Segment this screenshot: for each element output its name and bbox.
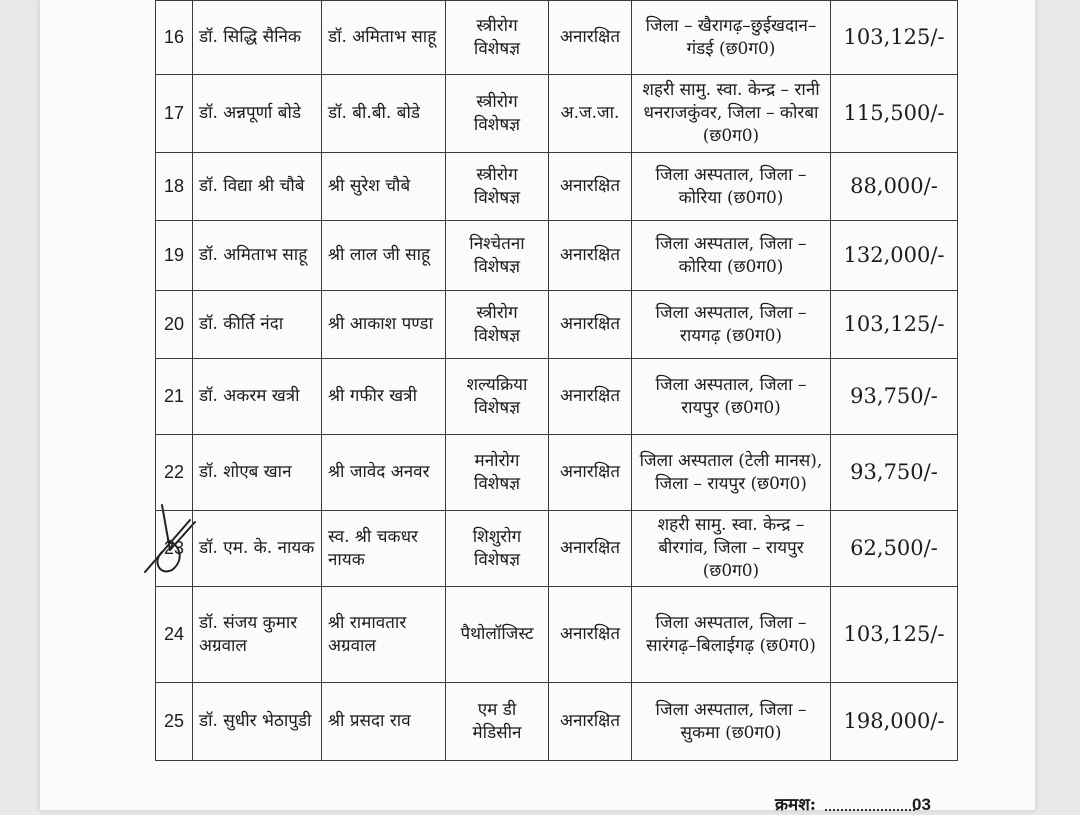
- table-row: [156, 75, 958, 153]
- salary-cell: 132,000/-: [831, 221, 958, 291]
- serial-number-cell: 19: [156, 221, 193, 291]
- category-cell: अनारक्षित: [549, 587, 632, 683]
- salary-cell: 93,750/-: [831, 435, 958, 511]
- speciality-cell: पैथोलॉजिस्ट: [446, 587, 549, 683]
- doctor-name-cell: डॉ. संजय कुमार अग्रवाल: [193, 587, 322, 683]
- father-name-cell: डॉ. अमिताभ साहू: [322, 1, 446, 75]
- father-name-cell: श्री रामावतार अग्रवाल: [322, 587, 446, 683]
- table-row: [156, 221, 958, 291]
- table-row: [156, 291, 958, 359]
- father-name-cell: श्री प्रसदा राव: [322, 683, 446, 761]
- salary-cell: 115,500/-: [831, 75, 958, 153]
- category-cell: अनारक्षित: [549, 1, 632, 75]
- salary-cell: 103,125/-: [831, 1, 958, 75]
- father-name-cell: डॉ. बी.बी. बोडे: [322, 75, 446, 153]
- posting-place-cell: जिला अस्पताल, जिला – कोरिया (छ0ग0): [632, 153, 831, 221]
- father-name-cell: श्री लाल जी साहू: [322, 221, 446, 291]
- category-cell: अनारक्षित: [549, 359, 632, 435]
- serial-number-cell: 16: [156, 1, 193, 75]
- posting-place-cell: जिला – खैरागढ़–छुईखदान–गंडई (छ0ग0): [632, 1, 831, 75]
- serial-number-cell: 24: [156, 587, 193, 683]
- salary-cell: 88,000/-: [831, 153, 958, 221]
- salary-cell: 93,750/-: [831, 359, 958, 435]
- serial-number-cell: 20: [156, 291, 193, 359]
- doctor-name-cell: डॉ. शोएब खान: [193, 435, 322, 511]
- doctor-name-cell: डॉ. अकरम खत्री: [193, 359, 322, 435]
- posting-place-cell: जिला अस्पताल, जिला – सारंगढ़–बिलाईगढ़ (छ0ग0): [632, 587, 831, 683]
- table-row: [156, 359, 958, 435]
- posting-place-cell: शहरी सामु. स्वा. केन्द्र – रानी धनराजकुंवर, जिला – कोरबा (छ0ग0): [632, 75, 831, 153]
- father-name-cell: श्री आकाश पण्डा: [322, 291, 446, 359]
- speciality-cell: शिशुरोग विशेषज्ञ: [446, 511, 549, 587]
- father-name-cell: स्व. श्री चकधर नायक: [322, 511, 446, 587]
- serial-number-cell: 23: [156, 511, 193, 587]
- salary-cell: 103,125/-: [831, 291, 958, 359]
- salary-cell: 62,500/-: [831, 511, 958, 587]
- doctor-name-cell: डॉ. सुधीर भेठापुडी: [193, 683, 322, 761]
- category-cell: अनारक्षित: [549, 221, 632, 291]
- doctor-name-cell: डॉ. अन्नपूर्णा बोडे: [193, 75, 322, 153]
- serial-number-cell: 21: [156, 359, 193, 435]
- speciality-cell: शल्यक्रिया विशेषज्ञ: [446, 359, 549, 435]
- serial-number-cell: 25: [156, 683, 193, 761]
- serial-number-cell: 17: [156, 75, 193, 153]
- father-name-cell: श्री जावेद अनवर: [322, 435, 446, 511]
- salary-cell: 103,125/-: [831, 587, 958, 683]
- category-cell: अनारक्षित: [549, 153, 632, 221]
- doctor-name-cell: डॉ. अमिताभ साहू: [193, 221, 322, 291]
- table-row: [156, 511, 958, 587]
- doctor-name-cell: डॉ. कीर्ति नंदा: [193, 291, 322, 359]
- speciality-cell: स्त्रीरोग विशेषज्ञ: [446, 75, 549, 153]
- posting-place-cell: शहरी सामु. स्वा. केन्द्र – बीरगांव, जिला – रायपुर (छ0ग0): [632, 511, 831, 587]
- posting-place-cell: जिला अस्पताल (टेली मानस), जिला – रायपुर (छ0ग0): [632, 435, 831, 511]
- doctor-posting-table: [155, 0, 958, 761]
- table-row: [156, 683, 958, 761]
- footer-continued-label: क्रमश:: [775, 795, 817, 815]
- speciality-cell: एम डी मेडिसीन: [446, 683, 549, 761]
- table-row: [156, 435, 958, 511]
- speciality-cell: स्त्रीरोग विशेषज्ञ: [446, 291, 549, 359]
- doctor-name-cell: डॉ. एम. के. नायक: [193, 511, 322, 587]
- table-row: [156, 587, 958, 683]
- table-row: [156, 153, 958, 221]
- category-cell: अनारक्षित: [549, 435, 632, 511]
- table-row: [156, 1, 958, 75]
- salary-cell: 198,000/-: [831, 683, 958, 761]
- father-name-cell: श्री गफीर खत्री: [322, 359, 446, 435]
- father-name-cell: श्री सुरेश चौबे: [322, 153, 446, 221]
- posting-place-cell: जिला अस्पताल, जिला – सुकमा (छ0ग0): [632, 683, 831, 761]
- category-cell: अनारक्षित: [549, 291, 632, 359]
- doctor-name-cell: डॉ. विद्या श्री चौबे: [193, 153, 322, 221]
- serial-number-cell: 22: [156, 435, 193, 511]
- doctor-name-cell: डॉ. सिद्धि सैनिक: [193, 1, 322, 75]
- speciality-cell: मनोरोग विशेषज्ञ: [446, 435, 549, 511]
- speciality-cell: स्त्रीरोग विशेषज्ञ: [446, 1, 549, 75]
- category-cell: अनारक्षित: [549, 683, 632, 761]
- page-footer: [775, 792, 931, 815]
- category-cell: अनारक्षित: [549, 511, 632, 587]
- document-page: [40, 0, 1035, 815]
- speciality-cell: निश्चेतना विशेषज्ञ: [446, 221, 549, 291]
- footer-dotted-line: [825, 809, 915, 811]
- speciality-cell: स्त्रीरोग विशेषज्ञ: [446, 153, 549, 221]
- category-cell: अ.ज.जा.: [549, 75, 632, 153]
- serial-number-cell: 18: [156, 153, 193, 221]
- posting-place-cell: जिला अस्पताल, जिला – रायगढ़ (छ0ग0): [632, 291, 831, 359]
- posting-place-cell: जिला अस्पताल, जिला – रायपुर (छ0ग0): [632, 359, 831, 435]
- posting-place-cell: जिला अस्पताल, जिला – कोरिया (छ0ग0): [632, 221, 831, 291]
- footer-page-number: 03: [911, 795, 931, 814]
